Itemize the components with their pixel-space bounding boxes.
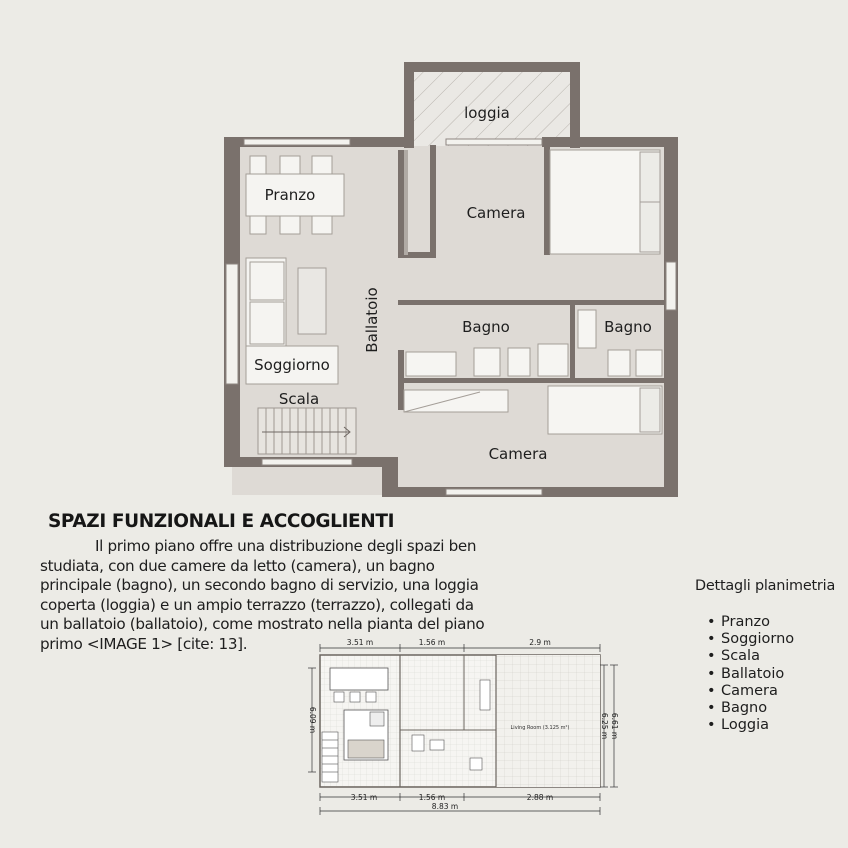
dim-left: 6.09 m (308, 706, 317, 734)
details-list (695, 614, 845, 734)
label-pranzo: Pranzo (264, 186, 316, 204)
stairs (258, 408, 356, 454)
dim-right-2: 6.61 m (610, 712, 619, 740)
mini-room-label: Living Room (3.125 m²) (510, 725, 570, 731)
dim-bottom-1: 3.51 m (350, 793, 378, 802)
details-panel (695, 578, 845, 734)
list-item: • Pranzo (707, 614, 845, 631)
label-scala: Scala (278, 390, 320, 408)
bed-top (550, 150, 660, 254)
label-camera-bottom: Camera (488, 445, 548, 463)
mini-plan (308, 638, 619, 815)
dim-top-1: 3.51 m (346, 638, 374, 647)
label-camera-top: Camera (466, 204, 526, 222)
label-bagno-2: Bagno (604, 318, 652, 336)
list-item: • Camera (707, 683, 845, 700)
list-item: • Scala (707, 648, 845, 665)
dim-bottom-3: 2.88 m (526, 793, 554, 802)
dim-total: 8.83 m (431, 802, 459, 811)
section-heading: SPAZI FUNZIONALI E ACCOGLIENTI (48, 511, 395, 532)
description-paragraph: Il primo piano offre una distribuzione degli spazi ben studiata, con due camere da letto (camera), un bagno principale (bagno), un secondo bagno di servizio, una loggia coperta (loggia) e un ampio terrazzo (terrazzo), collegati da un ballatoio (ballatoio), come mostrato nella pianta del piano primo <IMAGE 1> [cite: 13]. (40, 537, 485, 653)
label-soggiorno: Soggiorno (254, 356, 330, 374)
dim-top-2: 1.56 m (418, 638, 446, 647)
wardrobe-bottom (404, 390, 508, 412)
list-item: • Loggia (707, 717, 845, 734)
label-ballatoio: Ballatoio (363, 287, 381, 353)
list-item: • Soggiorno (707, 631, 845, 648)
dim-right-1: 6.25 m (600, 712, 609, 740)
label-loggia: loggia (464, 104, 510, 122)
dim-top-3: 2.9 m (529, 638, 551, 647)
list-item: • Ballatoio (707, 666, 845, 683)
list-item: • Bagno (707, 700, 845, 717)
dim-bottom-2: 1.56 m (418, 793, 446, 802)
bed-bottom (548, 386, 662, 434)
details-title: Dettagli planimetria (695, 578, 836, 594)
label-bagno-1: Bagno (462, 318, 510, 336)
